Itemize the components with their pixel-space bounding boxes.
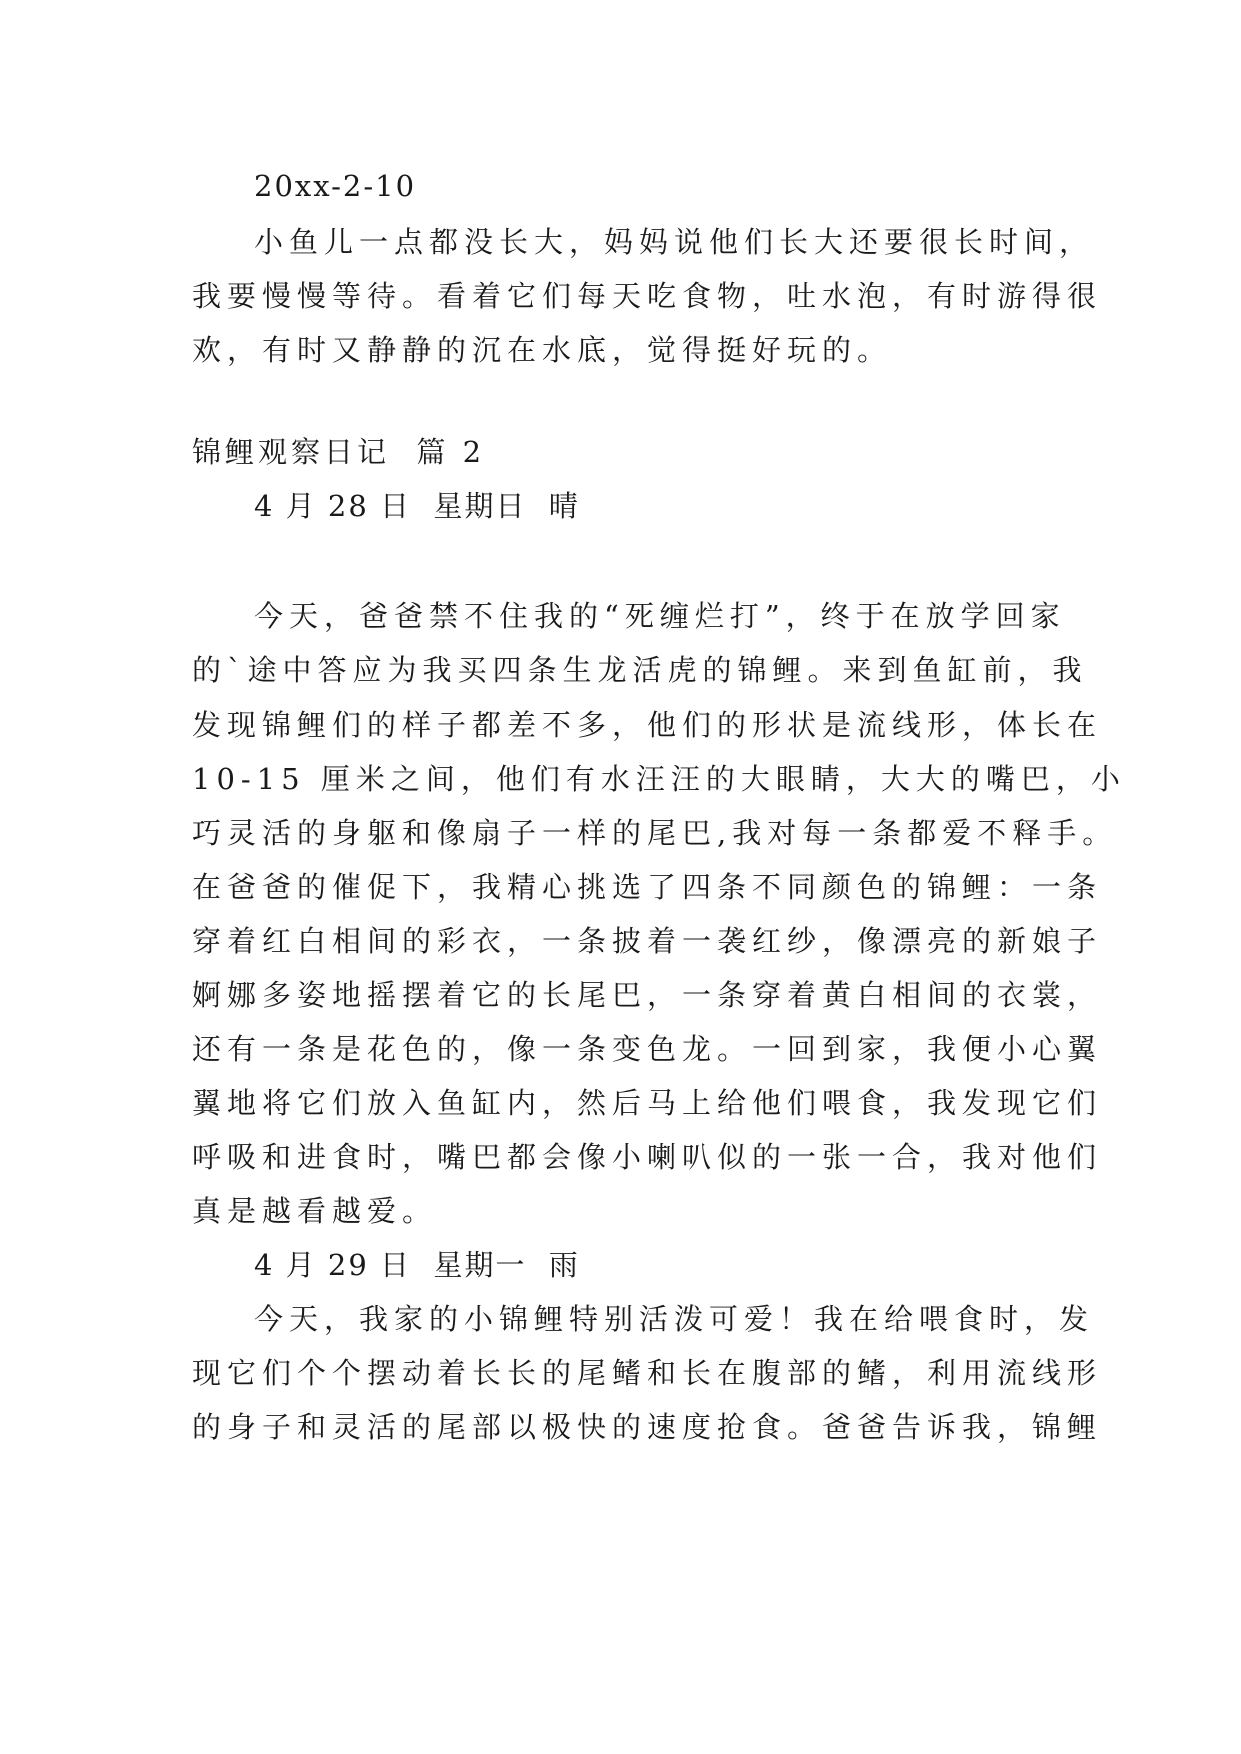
paragraph-line: 婀娜多姿地摇摆着它的长尾巴，一条穿着黄白相间的衣裳， — [192, 978, 1103, 1012]
diary-date-feb-10: 20xx-2-10 — [254, 169, 417, 203]
paragraph-line: 的`途中答应为我买四条生龙活虎的锦鲤。来到鱼缸前，我 — [192, 653, 1088, 687]
paragraph-line: 欢，有时又静静的沉在水底，觉得挺好玩的。 — [192, 333, 893, 367]
paragraph-line: 在爸爸的催促下，我精心挑选了四条不同颜色的锦鲤：一条 — [192, 870, 1103, 904]
paragraph-line: 翼地将它们放入鱼缸内，然后马上给他们喂食，我发现它们 — [192, 1086, 1103, 1120]
paragraph-line: 呼吸和进食时，嘴巴都会像小喇叭似的一张一合，我对他们 — [192, 1140, 1103, 1174]
section-heading: 锦鲤观察日记 篇 2 — [192, 435, 486, 469]
paragraph-line: 今天，爸爸禁不住我的“死缠烂打”，终于在放学回家 — [254, 599, 1066, 633]
diary-date-apr-28: 4 月 28 日 星期日 晴 — [254, 489, 580, 523]
paragraph-line: 真是越看越爱。 — [192, 1194, 438, 1228]
paragraph-line: 穿着红白相间的彩衣，一条披着一袭红纱，像漂亮的新娘子 — [192, 924, 1103, 958]
paragraph-line: 小鱼儿一点都没长大，妈妈说他们长大还要很长时间， — [254, 225, 1095, 259]
paragraph-line: 现它们个个摆动着长长的尾鳍和长在腹部的鳍，利用流线形 — [192, 1356, 1103, 1390]
paragraph-line: 巧灵活的身躯和像扇子一样的尾巴,我对每一条都爱不释手。 — [192, 816, 1118, 850]
paragraph-line: 我要慢慢等待。看着它们每天吃食物，吐水泡，有时游得很 — [192, 279, 1103, 313]
paragraph-line: 还有一条是花色的，像一条变色龙。一回到家，我便小心翼 — [192, 1032, 1103, 1066]
paragraph-line: 的身子和灵活的尾部以极快的速度抢食。爸爸告诉我，锦鲤 — [192, 1410, 1103, 1444]
paragraph-line: 10-15 厘米之间，他们有水汪汪的大眼睛，大大的嘴巴，小 — [192, 762, 1126, 796]
paragraph-line: 发现锦鲤们的样子都差不多，他们的形状是流线形，体长在 — [192, 708, 1103, 742]
paragraph-line: 今天，我家的小锦鲤特别活泼可爱！我在给喂食时，发 — [254, 1302, 1095, 1336]
diary-date-apr-29: 4 月 29 日 星期一 雨 — [254, 1248, 580, 1282]
